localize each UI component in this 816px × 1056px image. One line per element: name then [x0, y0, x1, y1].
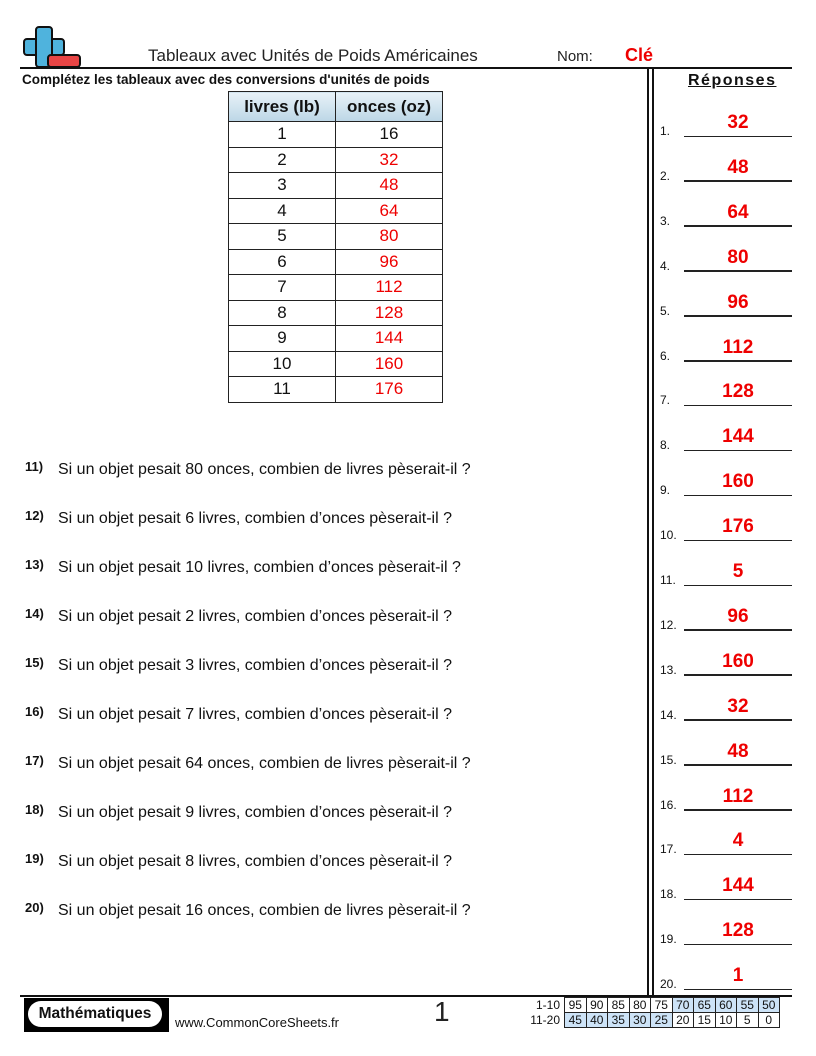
- question-number: 11): [25, 459, 44, 474]
- site-link[interactable]: www.CommonCoreSheets.fr: [175, 1015, 339, 1030]
- table-row: [229, 351, 443, 377]
- answer-item: [660, 549, 792, 589]
- answer-item: [660, 325, 792, 365]
- answer-blank[interactable]: [684, 315, 792, 317]
- question: [25, 853, 452, 871]
- header-divider: [20, 67, 792, 69]
- answer-number: 4.: [660, 258, 671, 273]
- pounds-cell: 10: [229, 351, 336, 377]
- score-cell: 25: [651, 1013, 673, 1028]
- answer-number: 10.: [660, 528, 677, 543]
- table-row: [229, 173, 443, 199]
- answer-blank[interactable]: [684, 944, 792, 946]
- answer-number: 8.: [660, 438, 671, 453]
- answer-item: [660, 459, 792, 499]
- header-pounds: livres (lb): [229, 92, 336, 122]
- table-row: [229, 122, 443, 148]
- question-text: Si un objet pesait 10 livres, combien d’onces pèserait-il ?: [58, 559, 461, 576]
- answer-blank[interactable]: [684, 629, 792, 631]
- answer-number: 5.: [660, 303, 671, 318]
- answer-blank[interactable]: [684, 136, 792, 138]
- pounds-cell: 1: [229, 122, 336, 148]
- score-label-11-20: 11-20: [530, 1013, 560, 1027]
- table-row: [229, 326, 443, 352]
- ounces-cell: 112: [336, 275, 443, 301]
- ounces-cell: 64: [336, 198, 443, 224]
- answers-title: Réponses: [688, 72, 777, 89]
- score-cell: 60: [715, 998, 737, 1013]
- ounces-cell: 80: [336, 224, 443, 250]
- answer-item: [660, 594, 792, 634]
- pounds-cell: 2: [229, 147, 336, 173]
- answer-value: 4: [732, 830, 744, 852]
- score-cell: 30: [629, 1013, 651, 1028]
- answer-value: 64: [727, 201, 749, 223]
- answer-number: 14.: [660, 707, 677, 722]
- question-number: 12): [25, 508, 44, 523]
- question: [25, 461, 471, 479]
- answer-value: 32: [727, 695, 749, 717]
- question: [25, 902, 471, 920]
- answer-number: 20.: [660, 977, 677, 992]
- answer-number: 1.: [660, 124, 671, 138]
- pounds-cell: 6: [229, 249, 336, 275]
- answer-value: 96: [727, 605, 749, 627]
- pounds-cell: 3: [229, 173, 336, 199]
- answer-blank[interactable]: [684, 450, 792, 452]
- question-text: Si un objet pesait 80 onces, combien de livres pèserait-il ?: [58, 461, 471, 478]
- answer-blank[interactable]: [684, 989, 792, 991]
- score-cell: 80: [629, 998, 651, 1013]
- worksheet-title: Tableaux avec Unités de Poids Américaines: [148, 46, 478, 65]
- answer-blank[interactable]: [684, 540, 792, 542]
- question-text: Si un objet pesait 2 livres, combien d’onces pèserait-il ?: [58, 608, 452, 625]
- answer-number: 17.: [660, 842, 677, 857]
- question: [25, 510, 452, 528]
- answer-item: [660, 953, 792, 993]
- answer-blank[interactable]: [684, 360, 792, 362]
- answer-item: [660, 280, 792, 320]
- minus-icon: [47, 54, 81, 68]
- answer-number: 11.: [660, 573, 676, 587]
- answer-value: 32: [727, 112, 749, 133]
- answer-item: [660, 100, 792, 140]
- score-cell: 85: [608, 998, 630, 1013]
- score-cell: 5: [737, 1013, 759, 1028]
- score-cell: 35: [608, 1013, 630, 1028]
- answer-value: 176: [722, 516, 754, 538]
- question: [25, 804, 452, 822]
- answer-value: 1: [732, 965, 744, 987]
- question-number: 13): [25, 557, 44, 572]
- answer-value: 144: [722, 426, 754, 448]
- answer-item: [660, 729, 792, 769]
- answer-number: 3.: [660, 213, 671, 228]
- answer-number: 13.: [660, 662, 677, 677]
- brand-label: Mathématiques: [28, 1001, 162, 1027]
- ounces-cell: 96: [336, 249, 443, 275]
- table-row: [229, 224, 443, 250]
- question-number: 15): [25, 655, 44, 670]
- question-text: Si un objet pesait 7 livres, combien d’onces pèserait-il ?: [58, 706, 452, 723]
- pounds-cell: 7: [229, 275, 336, 301]
- question-number: 14): [25, 606, 44, 621]
- answer-blank[interactable]: [684, 180, 792, 182]
- plus-icon-center: [37, 40, 51, 54]
- table-row: [229, 147, 443, 173]
- question: [25, 657, 452, 675]
- answer-number: 7.: [660, 393, 671, 408]
- answer-item: [660, 684, 792, 724]
- answer-value: 112: [722, 336, 754, 358]
- name-value: Clé: [625, 45, 654, 65]
- question-text: Si un objet pesait 64 onces, combien de livres pèserait-il ?: [58, 755, 471, 772]
- answer-item: [660, 908, 792, 948]
- score-cell: 50: [758, 998, 780, 1013]
- answer-blank[interactable]: [684, 764, 792, 766]
- question-text: Si un objet pesait 9 livres, combien d’onces pèserait-il ?: [58, 804, 452, 821]
- answer-item: [660, 235, 792, 275]
- table-row: [229, 300, 443, 326]
- question: [25, 755, 471, 773]
- score-cell: 65: [694, 998, 716, 1013]
- answer-number: 9.: [660, 483, 671, 498]
- pounds-cell: 5: [229, 224, 336, 250]
- question: [25, 706, 452, 724]
- table-row: [229, 249, 443, 275]
- answer-value: 5: [732, 561, 744, 582]
- answer-item: [660, 190, 792, 230]
- ounces-cell: 160: [336, 351, 443, 377]
- answer-value: 128: [722, 381, 754, 403]
- score-cell: 20: [672, 1013, 694, 1028]
- answer-item: [660, 774, 792, 814]
- answer-item: [660, 818, 792, 858]
- score-cell: 15: [694, 1013, 716, 1028]
- question-number: 19): [25, 851, 44, 866]
- answer-value: 48: [727, 156, 749, 178]
- ounces-cell: 144: [336, 326, 443, 352]
- score-cell: 45: [565, 1013, 587, 1028]
- answer-item: [660, 504, 792, 544]
- column-divider-inner: [652, 68, 654, 996]
- answer-number: 15.: [660, 752, 677, 767]
- answer-value: 160: [722, 650, 754, 672]
- answer-value: 128: [722, 920, 754, 942]
- answer-value: 80: [727, 246, 749, 268]
- score-cell: 40: [586, 1013, 608, 1028]
- score-cell: 75: [651, 998, 673, 1013]
- score-table: [524, 997, 780, 1028]
- question-text: Si un objet pesait 16 onces, combien de livres pèserait-il ?: [58, 902, 471, 919]
- table-row: [229, 198, 443, 224]
- score-cell: 55: [737, 998, 759, 1013]
- answer-blank[interactable]: [684, 225, 792, 227]
- answer-value: 48: [727, 740, 749, 762]
- ounces-cell: 32: [336, 147, 443, 173]
- pounds-cell: 4: [229, 198, 336, 224]
- question-text: Si un objet pesait 8 livres, combien d’onces pèserait-il ?: [58, 853, 452, 870]
- page-number: 1: [434, 996, 450, 1027]
- question-number: 16): [25, 704, 44, 719]
- answer-blank[interactable]: [684, 405, 792, 407]
- column-divider: [647, 68, 649, 996]
- table-row: [229, 275, 443, 301]
- conversion-table: [228, 91, 443, 403]
- question: [25, 559, 461, 577]
- score-cell: 95: [565, 998, 587, 1013]
- table-row: [229, 377, 443, 403]
- answer-value: 96: [727, 291, 749, 313]
- pounds-cell: 8: [229, 300, 336, 326]
- question-number: 20): [25, 900, 44, 915]
- score-label-1-10: 1-10: [535, 998, 560, 1012]
- answer-number: 6.: [660, 348, 671, 363]
- question-text: Si un objet pesait 3 livres, combien d’onces pèserait-il ?: [58, 657, 452, 674]
- pounds-cell: 11: [229, 377, 336, 403]
- question-number: 18): [25, 802, 44, 817]
- answer-blank[interactable]: [684, 854, 792, 856]
- answer-item: [660, 863, 792, 903]
- header-ounces: onces (oz): [336, 92, 443, 122]
- ounces-cell: 16: [336, 122, 443, 148]
- score-cell: 0: [758, 1013, 780, 1028]
- question: [25, 608, 452, 626]
- ounces-cell: 128: [336, 300, 443, 326]
- answer-item: [660, 639, 792, 679]
- answer-item: [660, 145, 792, 185]
- answer-item: [660, 414, 792, 454]
- answer-value: 112: [722, 785, 754, 807]
- answer-value: 144: [722, 875, 754, 897]
- answer-item: [660, 369, 792, 409]
- answer-blank[interactable]: [684, 899, 792, 901]
- answer-blank[interactable]: [684, 809, 792, 811]
- name-label: Nom:: [557, 48, 593, 65]
- instructions: Complétez les tableaux avec des conversions d'unités de poids: [22, 72, 430, 87]
- answer-number: 18.: [660, 887, 677, 902]
- answer-blank[interactable]: [684, 719, 792, 721]
- answer-blank[interactable]: [684, 585, 792, 587]
- answer-number: 19.: [660, 932, 677, 947]
- answer-blank[interactable]: [684, 674, 792, 676]
- answer-number: 2.: [660, 168, 671, 183]
- answer-value: 160: [722, 471, 754, 493]
- answer-number: 12.: [660, 617, 677, 632]
- answer-number: 16.: [660, 797, 677, 812]
- answer-blank[interactable]: [684, 495, 792, 497]
- question-text: Si un objet pesait 6 livres, combien d’onces pèserait-il ?: [58, 510, 452, 527]
- score-cell: 90: [586, 998, 608, 1013]
- pounds-cell: 9: [229, 326, 336, 352]
- ounces-cell: 176: [336, 377, 443, 403]
- question-number: 17): [25, 753, 44, 768]
- score-cell: 70: [672, 998, 694, 1013]
- score-cell: 10: [715, 1013, 737, 1028]
- answer-blank[interactable]: [684, 270, 792, 272]
- ounces-cell: 48: [336, 173, 443, 199]
